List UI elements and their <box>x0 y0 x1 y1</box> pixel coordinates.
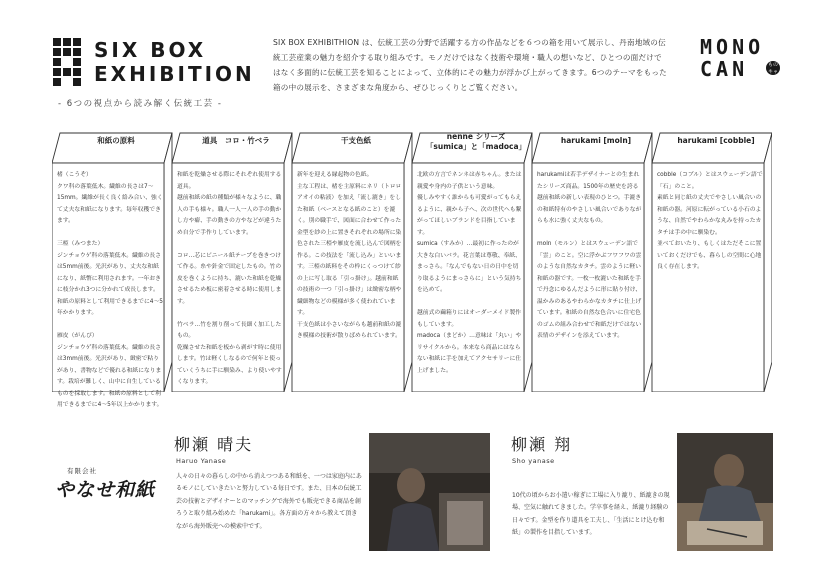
logo-grid-icon <box>53 38 81 88</box>
photo-haruo-image <box>369 433 490 551</box>
photo-sho <box>677 433 773 551</box>
title-line-1: SIX BOX <box>94 38 207 62</box>
box-washi-materials <box>52 130 172 408</box>
box-title: harukami [cobble] <box>677 136 755 145</box>
box-title: harukami [moln] <box>560 136 632 145</box>
box-body: 楮（こうぞ） クワ科の落葉低木。繊維の長さは7〜15mm。繊維が長く良く絡み合い、強くて丈夫な和紙になります。毎年収穫できます。 三椏（みつまた） ジンチョウゲ科の落葉低木。繊維の長さは5mm前後。光沢があり、丈夫な和紙になり、紙幣に利用されます。一年おきに枝分かれ3つに分かれて成長します。和紙の原料として利用できるまでに4〜5年かかります。 雁皮（がんぴ） ジンチョウゲ科の落葉低木。繊維の長さは3mm前後。光沢があり、緻密で粘りがあり、書物などで優れる和紙になります。栽培が難しく、山中に自生しているものを採取します。和紙の原料として利用できるまでに4〜5年以上かかります。 <box>57 172 163 408</box>
box-body: harukamiは若手デザイナーとの生まれたシリーズ商品。1500年の歴史を誇る越前和紙の新しい表現のひとつ。手漉きの和紙特有のやさしい風合いでありながらも水に強く丈夫なもの。 moln（モルン）とはスウェーデン語で「雲」のこと。空に浮かぶフワフワの雲のような自然なカタチ。雲のように軽い和紙の器です。一枚一枚漉いた和紙を手で丹念にゆるんだように形に貼り付け、温かみのあるやわらかなカタチに仕上げています。和紙の自然な色合いに住宅色のゴムの組み合わせで和紙だけではない表情のデザインを添えています。 <box>537 172 642 339</box>
title-line-2: EXHIBITION <box>94 62 255 86</box>
photo-haruo <box>369 433 490 551</box>
person-text-haruo: 人々の日々の暮らしの中から消えつつある和紙を、一つは家庭内にあるモノにしていきたいと努力している毎日です。また、日本の伝統工芸の技術とデザイナーとのマッチングで海外でも販売できる商品を創ろうと取り組み始めた「harukami」。各方面の方々から教えて頂きながら海外販売への模索中です。 <box>176 473 362 530</box>
box-body: 北欧の方言でネンネは赤ちゃん。または親愛や身内の子供という意味。 優しみやすく誰からも可愛がってもらえるように、親から子へ、次の世代へも繋がってほしいブランドを目指しています。 sumica（すみか）…最初に作ったのが大きな白いバラ。花言葉は尊敬、奉紙、まっさら。「なんでもない日の日中を切り取るようにまっさらに」という気持ちを込めて。 越前式の繭箱りにはオーダーメイド製作もしています。 madoca（まどか）…意味は「丸い」やリサイクルから。本来なら商品にはならない和紙に手を加えてアクセサリーに仕上げました。 <box>417 172 522 374</box>
company-name: やなせ和紙 <box>55 479 156 501</box>
box-body: 和紙を乾燥させる際にそれぞれ使用する道具。 越前和紙の紙の種類が様々なように、職人の手も様々。職人一人一人の手の動かし方や癖、手の動きの方やなどが違うため自分で手作りしています。 コロ…芯にビニール紙テープを巻きつけて作る。糸や針金で固定したもの。竹の皮を巻くように持ち、漉いた和紙を乾燥させるため板に密着させる時に使用します。 竹ベラ…竹を割り削って長細く加工したもの。 乾燥させた和紙を板から剥がす時に使用します。竹は軽くしなるので何年と使っていくうちに手に馴染み、より使いやすくなります。 <box>177 172 282 385</box>
monocan-logo <box>700 36 780 80</box>
box-eto-shikishi <box>292 130 412 392</box>
person-name-sho: 柳瀬 翔 <box>511 435 573 454</box>
box-title: nenne シリーズ 「sumica」と「madoca」 <box>425 132 527 151</box>
person-name-haruo: 柳瀬 晴夫 <box>174 435 254 454</box>
person-roman-haruo: Haruo Yanase <box>176 457 227 465</box>
box-body: cobble（コブル）とはスウェーデン語で「石」のこと。 素紙と同じ紙の丈夫でやさしい風合いの和紙の器。河原に転がっている小石のような、自然でやわらかな丸みを持ったカタチは手の中に馴染む。 並べておいたり、もしくはただそこに置いておくだけでも、暮らしの空間に心地良く存在します。 <box>657 172 763 270</box>
intro-text: SIX BOX EXHIBITHION は、伝統工芸の分野で活躍する方の作品などを６つの箱を用いて展示し、丹南地域の伝統工芸産業の魅力を紹介する取り組みです。モノだけではなく技術や環境・職人の想いなど、ひとつの面だけではなく多面的に伝統工芸を知ることによって、立体的にその魅力が浮かび上がってきます。6つのテーマをもった箱の中の展示を、さまざまな角度から、ぜひじっくりとご覧ください。 <box>273 38 667 92</box>
company-type: 有限会社 <box>67 467 97 475</box>
logo-line-1: MONO <box>700 35 765 59</box>
box-title: 道具 コロ・竹ベラ <box>202 136 270 145</box>
six-box-row <box>52 130 772 408</box>
box-body: 新年を迎える縁起物の色紙。 主な工程は、楮を主原料にネリ（トロロアオイの粘液）を加え「流し漉き」をした和紙（ベースとなる紙のこと）を漉く。別の職手で、図面に合わせて作った金型を紗の上に置きそれぞれの場所に染色された三椏や雁皮を流し込んで図柄を作る。この技法を「流し込み」といいます。三椏の紙料をその枠にくっつけて紗の上に写し取る「引っ掛け」。越前和紙の技術の一つ「引っ掛け」は緻密な柄や繊細物などの模様が多く使われています。 干支色紙は小さいながらも越前和紙の漉き模様の技術が散りばめられています。 <box>297 172 402 339</box>
box-tools <box>172 130 292 392</box>
person-text-sho: 10代の頃からお小遣い稼ぎに工場に入り漉り、紙漉きの現場、空気に触れてきました。学卒事を経え、紙漉り経験の日々です。金型を作り道具を工夫し、「生活にとけ込む和紙」の製作を目指しています。 <box>512 492 670 537</box>
exhibition-title <box>94 38 255 86</box>
photo-sho-image <box>677 433 773 551</box>
logo-badge: もの キャン <box>767 62 778 82</box>
exhibition-subtitle: - 6つの視点から読み解く伝統工芸 - <box>58 99 223 109</box>
company-logo <box>55 466 155 502</box>
box-nenne-series <box>412 130 532 392</box>
box-title: 和紙の原料 <box>97 136 135 145</box>
person-roman-sho: Sho yanase <box>512 457 555 465</box>
box-title: 干支色紙 <box>341 136 371 145</box>
box-harukami-cobble <box>652 130 772 392</box>
box-harukami-moln <box>532 130 652 392</box>
logo-line-2: CAN <box>700 57 749 81</box>
